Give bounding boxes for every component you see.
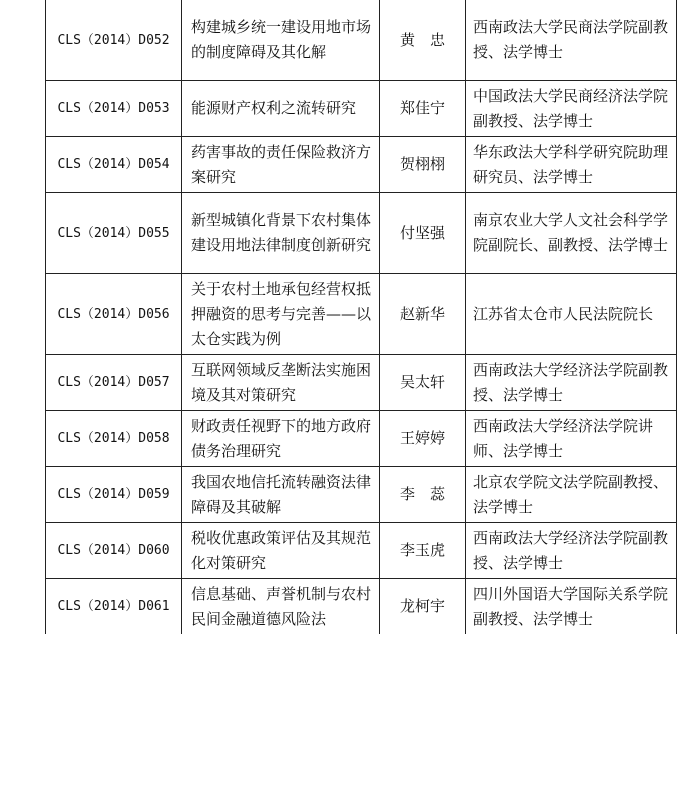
project-title: 互联网领域反垄断法实施困境及其对策研究 [182,355,380,411]
author-affiliation: 西南政法大学经济法学院副教授、法学博士 [466,355,677,411]
table-row [46,579,677,635]
author-affiliation: 西南政法大学经济法学院副教授、法学博士 [466,523,677,579]
project-code: CLS（2014）D052 [46,0,182,81]
author-affiliation: 江苏省太仓市人民法院院长 [466,274,677,355]
author-name: 龙柯宇 [380,579,466,635]
project-title: 关于农村土地承包经营权抵押融资的思考与完善——以太仓实践为例 [182,274,380,355]
project-code: CLS（2014）D055 [46,193,182,274]
author-name: 王婷婷 [380,411,466,467]
project-code: CLS（2014）D059 [46,467,182,523]
table-row [46,523,677,579]
author-name: 郑佳宁 [380,81,466,137]
author-name: 李玉虎 [380,523,466,579]
table-row [46,355,677,411]
table-row [46,467,677,523]
project-title: 药害事故的责任保险救济方案研究 [182,137,380,193]
project-title: 能源财产权利之流转研究 [182,81,380,137]
author-name: 李 蕊 [380,467,466,523]
project-table [45,0,677,634]
project-code: CLS（2014）D053 [46,81,182,137]
author-affiliation: 北京农学院文法学院副教授、法学博士 [466,467,677,523]
project-code: CLS（2014）D058 [46,411,182,467]
author-affiliation: 四川外国语大学国际关系学院副教授、法学博士 [466,579,677,635]
table-row [46,411,677,467]
table-row [46,274,677,355]
project-code: CLS（2014）D061 [46,579,182,635]
table-row [46,193,677,274]
project-title: 新型城镇化背景下农村集体建设用地法律制度创新研究 [182,193,380,274]
table-row [46,0,677,81]
author-affiliation: 西南政法大学民商法学院副教授、法学博士 [466,0,677,81]
author-name: 赵新华 [380,274,466,355]
project-title: 构建城乡统一建设用地市场的制度障碍及其化解 [182,0,380,81]
author-name: 黄 忠 [380,0,466,81]
project-code: CLS（2014）D057 [46,355,182,411]
author-name: 吴太轩 [380,355,466,411]
table-row [46,137,677,193]
project-code: CLS（2014）D054 [46,137,182,193]
author-affiliation: 华东政法大学科学研究院助理研究员、法学博士 [466,137,677,193]
project-table-wrapper [45,0,676,634]
project-title: 财政责任视野下的地方政府债务治理研究 [182,411,380,467]
author-name: 贺栩栩 [380,137,466,193]
author-affiliation: 西南政法大学经济法学院讲师、法学博士 [466,411,677,467]
author-name: 付坚强 [380,193,466,274]
author-affiliation: 南京农业大学人文社会科学学院副院长、副教授、法学博士 [466,193,677,274]
project-code: CLS（2014）D060 [46,523,182,579]
project-code: CLS（2014）D056 [46,274,182,355]
table-row [46,81,677,137]
author-affiliation: 中国政法大学民商经济法学院副教授、法学博士 [466,81,677,137]
project-title: 我国农地信托流转融资法律障碍及其破解 [182,467,380,523]
project-title: 信息基础、声誉机制与农村民间金融道德风险法 [182,579,380,635]
project-title: 税收优惠政策评估及其规范化对策研究 [182,523,380,579]
